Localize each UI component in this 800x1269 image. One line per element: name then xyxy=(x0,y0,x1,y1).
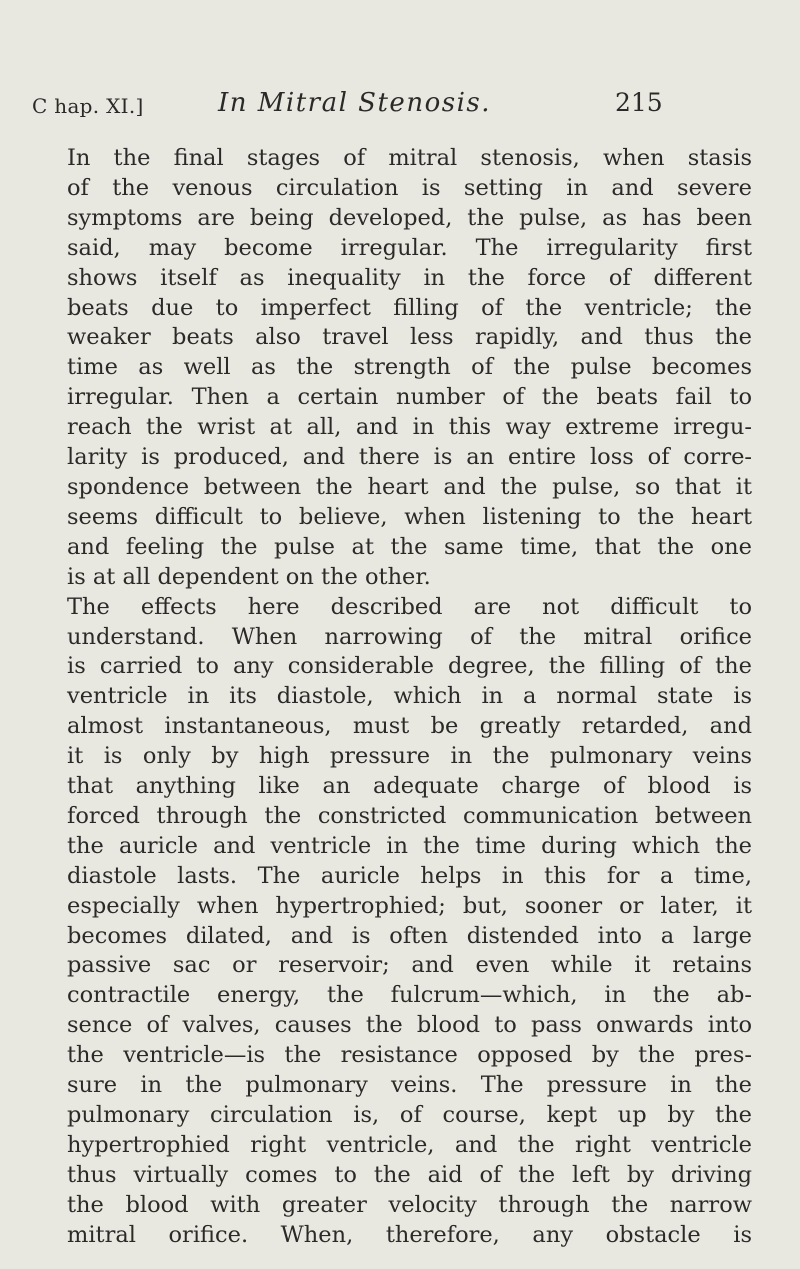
text-line: is at all dependent on the other. xyxy=(67,563,431,590)
text-line: forced through the constricted communication between xyxy=(67,802,752,829)
text-line: the blood with greater velocity through the narrow xyxy=(67,1191,752,1218)
text-line: the ventricle—is the resistance opposed by the pres- xyxy=(67,1042,752,1069)
text-line: and feeling the pulse at the same time, that the one xyxy=(67,533,752,560)
body-text xyxy=(67,144,752,1251)
text-line: the auricle and ventricle in the time during which the xyxy=(67,832,752,859)
text-line: The effects here described are not difficult to xyxy=(67,593,752,620)
text-line: irregular. Then a certain number of the beats fail to xyxy=(67,384,752,411)
text-line: hypertrophied right ventricle, and the right ventricle xyxy=(67,1131,752,1158)
running-title: In Mitral Stenosis. xyxy=(218,88,491,118)
text-line: larity is produced, and there is an entire loss of corre- xyxy=(67,444,752,471)
paragraph xyxy=(67,593,752,1251)
text-line: almost instantaneous, must be greatly retarded, and xyxy=(67,713,752,740)
text-line: of the venous circulation is setting in and severe xyxy=(67,174,752,201)
text-line: becomes dilated, and is often distended into a large xyxy=(67,922,752,949)
text-line: especially when hypertrophied; but, sooner or later, it xyxy=(67,892,752,919)
text-line: seems difficult to believe, when listening to the heart xyxy=(67,503,752,530)
text-line: sence of valves, causes the blood to pass onwards into xyxy=(67,1012,752,1039)
text-line: In the final stages of mitral stenosis, when stasis xyxy=(67,145,752,171)
paragraph xyxy=(67,144,752,593)
page-number: 215 xyxy=(615,88,663,117)
text-line: said, may become irregular. The irregularity first xyxy=(67,234,752,261)
text-line: sure in the pulmonary veins. The pressure in the xyxy=(67,1072,752,1099)
text-line: passive sac or reservoir; and even while it retains xyxy=(67,952,752,979)
text-line: it is only by high pressure in the pulmonary veins xyxy=(67,743,752,770)
text-line: thus virtually comes to the aid of the left by driving xyxy=(67,1161,752,1188)
running-header xyxy=(0,88,800,128)
text-line: symptoms are being developed, the pulse, as has been xyxy=(67,204,752,231)
text-line: spondence between the heart and the pulse, so that it xyxy=(67,473,752,500)
text-line: shows itself as inequality in the force of different xyxy=(67,264,752,291)
chapter-label: C hap. XI.] xyxy=(32,94,144,118)
text-line: pulmonary circulation is, of course, kept up by the xyxy=(67,1102,752,1128)
text-line: is carried to any considerable degree, the filling of the xyxy=(67,653,752,680)
text-line: mitral orifice. When, therefore, any obstacle is xyxy=(67,1221,752,1248)
text-line: reach the wrist at all, and in this way extreme irregu- xyxy=(67,414,752,441)
text-line: diastole lasts. The auricle helps in this for a time, xyxy=(67,862,752,889)
text-line: understand. When narrowing of the mitral orifice xyxy=(67,623,752,650)
text-line: weaker beats also travel less rapidly, and thus the xyxy=(67,324,752,351)
text-line: ventricle in its diastole, which in a normal state is xyxy=(67,683,752,710)
text-line: time as well as the strength of the pulse becomes xyxy=(67,354,752,381)
text-line: contractile energy, the fulcrum—which, in the ab- xyxy=(67,982,752,1009)
text-line: beats due to imperfect filling of the ventricle; the xyxy=(67,294,752,321)
text-line: that anything like an adequate charge of blood is xyxy=(67,773,752,800)
